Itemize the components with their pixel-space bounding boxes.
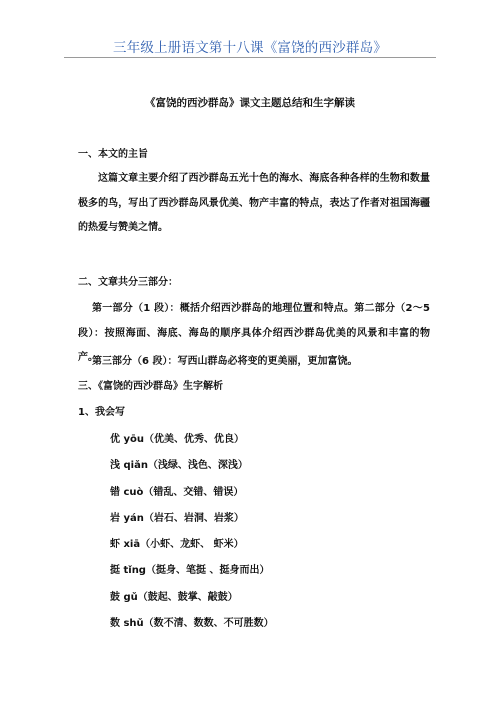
vocab-item-you: 优 yōu（优美、优秀、优良） [110,434,244,445]
vocab-item-yan: 岩 yán（岩石、岩洞、岩浆） [110,512,244,524]
header-divider [64,57,436,58]
section-2-body-1: 第一部分（1 段）：概括介绍西沙群岛的地理位置和特点。第二部分（2～5 段）：按照海面、海底、海岛的顺序具体介绍西沙群岛优美的风景和丰富的物产。 [78,303,430,363]
vocab-item-gu: 鼓 gǔ（鼓起、鼓掌、敲鼓） [110,591,238,603]
vocab-item-cuo: 错 cuò（错乱、交错、错误） [110,486,244,498]
vocab-list [110,433,274,643]
section-3-heading: 三、《富饶的西沙群岛》生字解析 [78,381,223,392]
section-1-body: 这篇文章主要介绍了西沙群岛五光十色的海水、海底各种各样的生物和数量极多的鸟，写出了西沙群岛风景优美、物产丰富的特点，表达了作者对祖国海疆的热爱与赞美之情。 [78,173,430,233]
vocab-item-ting: 挺 tǐng（挺身、笔挺 、挺身而出） [110,565,270,577]
section-3-subheading: 1、我会写 [78,407,125,418]
section-2-heading: 二、文章共分三部分： [78,277,178,288]
running-header: 三年级上册语文第十八课《富饶的西沙群岛》 [113,40,387,56]
vocab-item-xia: 虾 xiā（小虾、龙虾、 虾米） [110,539,244,551]
document-title: 《富饶的西沙群岛》课文主题总结和生字解读 [145,97,355,109]
vocab-item-qian: 浅 qiǎn（浅绿、浅色、深浅） [110,460,248,472]
section-1-heading: 一、本文的主旨 [78,149,148,160]
vocab-item-shu: 数 shǔ（数不清、数数、不可胜数） [110,618,274,630]
section-2-body-2: 第三部分（6 段）：写西山群岛必将变的更美丽，更加富饶。 [92,356,358,367]
